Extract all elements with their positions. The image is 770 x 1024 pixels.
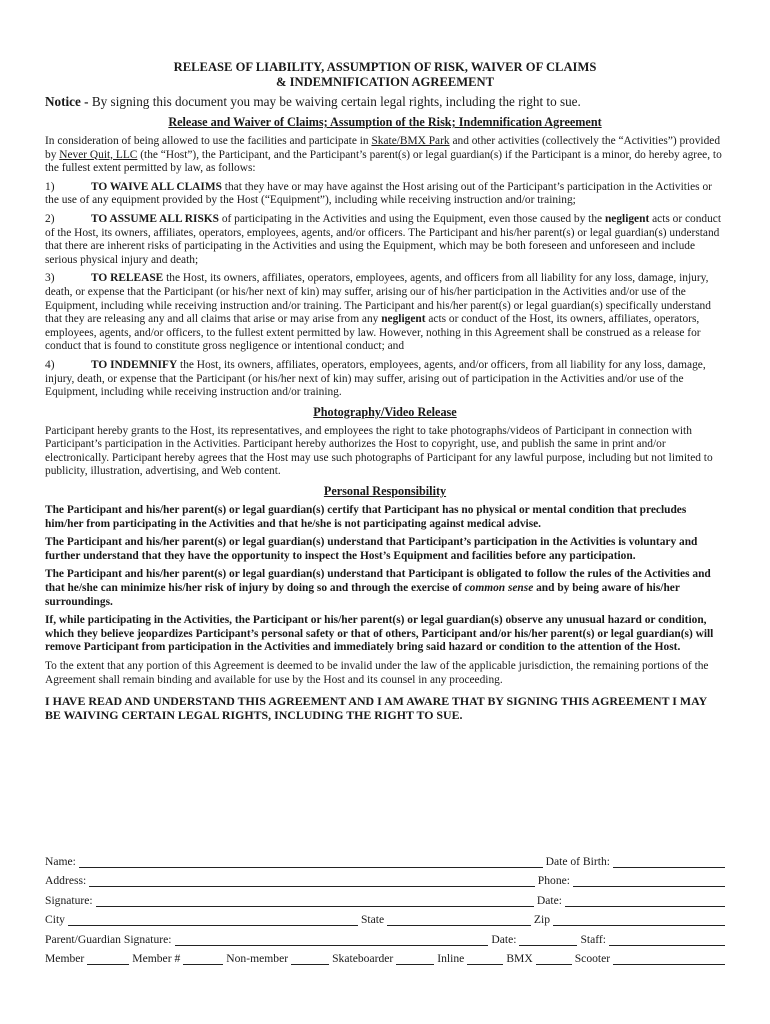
clause-text: that they have or may have against the Host arising out of the Participant’s participation in the Activities or the use of any equipment provided by the Host (“Equipment”), including while receiving instruction and/or training; [45, 180, 712, 207]
release-heading: Release and Waiver of Claims; Assumption of the Risk; Indemnification Agreement [168, 115, 602, 129]
parent-date-field[interactable] [519, 934, 577, 946]
intro-text: (the “Host”), the Participant, and the Participant’s parent(s) or legal guardian(s) if the Participant is a minor, do hereby agree, to the fullest extent permitted by law, as follows: [45, 148, 722, 175]
non-member-label: Non-member [226, 952, 289, 965]
form-row-membership [45, 946, 725, 966]
intro-text: and other activities (collectively the “Activities”) provided by [45, 135, 721, 161]
state-label: State [360, 913, 385, 926]
clause-lead: TO INDEMNIFY [91, 358, 178, 371]
non-member-field[interactable] [291, 953, 329, 965]
date-label: Date: [536, 893, 562, 907]
form-row-address [45, 868, 725, 888]
scooter-field[interactable] [613, 953, 725, 965]
photo-release-heading: Photography/Video Release [313, 404, 457, 419]
dob-label: Date of Birth: [545, 854, 610, 868]
intro-paragraph [45, 135, 725, 176]
clause-lead: TO WAIVE ALL CLAIMS [91, 180, 222, 193]
phone-field[interactable] [573, 875, 725, 887]
clause-text: the Host, its owners, affiliates, operators, employees, agents, and officers from all liability for any loss, damage, injury, death, or expense that the Participant (or his/her next of kin) may suffer, arising our of his/her participation in the Activities and/or use of the Equipment, including while receiving instruction and/or training. The Participant and his/her parent(s) or legal guardian(s) specifically understand that they are releasing any and all claims that arise or may arise from any [45, 272, 711, 326]
parent-signature-field[interactable] [175, 934, 489, 946]
bmx-label: BMX [506, 952, 533, 965]
notice-label: Notice - [45, 94, 89, 109]
personal-text: and by being aware of his/her surroundings. [45, 582, 680, 608]
clause-2 [45, 213, 725, 267]
phone-label: Phone: [537, 874, 570, 887]
severability-paragraph: To the extent that any portion of this Agreement is deemed to be invalid under the law of the applicable jurisdiction, the remaining portions of the Agreement shall remain binding and available for use by the Host and its counsel in any proceeding. [45, 660, 709, 686]
negligent-term: negligent [604, 212, 650, 225]
clause-1 [45, 181, 725, 208]
staff-label: Staff: [580, 932, 606, 946]
form-row-signature [45, 887, 725, 907]
zip-field[interactable] [553, 914, 725, 926]
parent-signature-label: Parent/Guardian Signature: [45, 932, 172, 946]
state-field[interactable] [387, 914, 531, 926]
personal-paragraph-2: The Participant and his/her parent(s) or legal guardian(s) understand that Participant’s participation in the Activities is voluntary and further understand that they have the opportunity to inspect the Host’s Equipment and facilities before any participation. [45, 536, 698, 562]
document-title-line1: RELEASE OF LIABILITY, ASSUMPTION OF RISK, WAIVER OF CLAIMS [173, 60, 597, 74]
skateboarder-label: Skateboarder [332, 952, 394, 965]
inline-field[interactable] [467, 953, 503, 965]
scooter-label: Scooter [574, 952, 611, 965]
clause-text: acts or conduct of the Host, its owners, affiliates, operators, employees, agents, and/or officers, to the fullest extent permitted by law. However, nothing in this Agreement shall be construed as a release for conduct that is found to constitute gross negligence or intentional conduct; and [45, 313, 701, 353]
waiver-document [45, 60, 725, 722]
member-label: Member [45, 952, 85, 965]
zip-label: Zip [533, 913, 550, 926]
negligent-term: negligent [381, 313, 426, 326]
notice-text: By signing this document you may be waiving certain legal rights, including the right to sue. [88, 94, 581, 109]
signature-field[interactable] [96, 895, 534, 907]
clause-number: 1) [45, 180, 55, 193]
personal-paragraph-4: If, while participating in the Activities, the Participant or his/her parent(s) or legal guardian(s) observe any unusual hazard or condition, which they believe jeopardizes Participant’s personal safety or that of others, Participant and/or his/her parent(s) or legal guardian(s) will remove Participant from participation in the Activities and immediately bring said hazard or condition to the attention of the Host. [45, 614, 714, 654]
acknowledgement: I HAVE READ AND UNDERSTAND THIS AGREEMENT AND I AM AWARE THAT BY SIGNING THIS AGREEMENT I MAY BE WAIVING CERTAIN LEGAL RIGHTS, INCLUDING THE RIGHT TO SUE. [45, 694, 707, 723]
clause-number: 4) [45, 358, 55, 371]
clause-number: 3) [45, 272, 55, 285]
name-field[interactable] [79, 856, 543, 868]
notice [45, 94, 725, 110]
clause-text: acts or conduct of the Host, its owners, affiliates, operators, employees, agents, and/or officers. The Participant and his/her parent(s) or legal guardian(s) understand that there are inherent risks of participating in the Activities and using the Equipment, which may be both foreseen and unforeseen and include serious physical injury and death; [45, 212, 722, 266]
skateboarder-field[interactable] [396, 953, 434, 965]
form-row-city [45, 907, 725, 927]
address-label: Address: [45, 874, 87, 887]
personal-paragraph-3 [45, 568, 725, 609]
clause-number: 2) [45, 212, 55, 225]
staff-field[interactable] [609, 934, 725, 946]
personal-text: The Participant and his/her parent(s) or legal guardian(s) understand that Participant is obligated to follow the rules of the Activities and that he/she can minimize his/her risk of injury by doing so and through the exercise of [45, 568, 711, 595]
clause-4 [45, 359, 725, 400]
signature-label: Signature: [45, 893, 93, 907]
dob-field[interactable] [613, 856, 725, 868]
bmx-field[interactable] [536, 953, 572, 965]
clause-lead: TO ASSUME ALL RISKS [91, 212, 219, 225]
host-name: Never Quit, LLC [59, 148, 138, 161]
clause-text: the Host, its owners, affiliates, operators, employees, agents, and/or officers, from all liability for any loss, damage, injury, death, or expense that the Participant (or his/her next of kin) may suffer, arising out of participation in the Activities and/or use of the Equipment, including while receiving instruction and/or training. [45, 358, 706, 399]
intro-text: In consideration of being allowed to use the facilities and participate in [45, 135, 372, 147]
clause-3 [45, 272, 725, 354]
personal-paragraph-1: The Participant and his/her parent(s) or legal guardian(s) certify that Participant has no physical or mental condition that precludes him/her from participating in the Activities and that he/she is not participating against medical advise. [45, 504, 687, 530]
photo-release-paragraph: Participant hereby grants to the Host, its representatives, and employees the right to take photographs/videos of Participant in connection with Participant’s participation in the Activities. Participant hereby authorizes the Host to copyright, use, and publish the same in print and/or electronically. Participant hereby agrees that the Host may use such photographs of Participant for any lawful purpose, including but not limited to publicity, illustration, advertising, and Web content. [45, 424, 713, 478]
name-label: Name: [45, 854, 76, 868]
common-sense-term: common sense [464, 582, 534, 595]
park-name: Skate/BMX Park [371, 135, 450, 147]
inline-label: Inline [437, 952, 465, 965]
city-label: City [45, 913, 65, 926]
member-field[interactable] [87, 953, 129, 965]
form-row-name [45, 848, 725, 868]
clause-lead: TO RELEASE [91, 272, 164, 285]
form-row-parent [45, 926, 725, 946]
address-field[interactable] [89, 875, 535, 887]
document-title-line2: & INDEMNIFICATION AGREEMENT [275, 74, 495, 89]
signature-form [45, 848, 725, 965]
member-number-label: Member # [132, 952, 181, 965]
city-field[interactable] [68, 914, 358, 926]
clause-text: of participating in the Activities and using the Equipment, even those caused by the [219, 212, 605, 225]
date-field[interactable] [565, 895, 725, 907]
parent-date-label: Date: [491, 932, 517, 946]
member-number-field[interactable] [183, 953, 223, 965]
personal-responsibility-heading: Personal Responsibility [323, 484, 447, 499]
